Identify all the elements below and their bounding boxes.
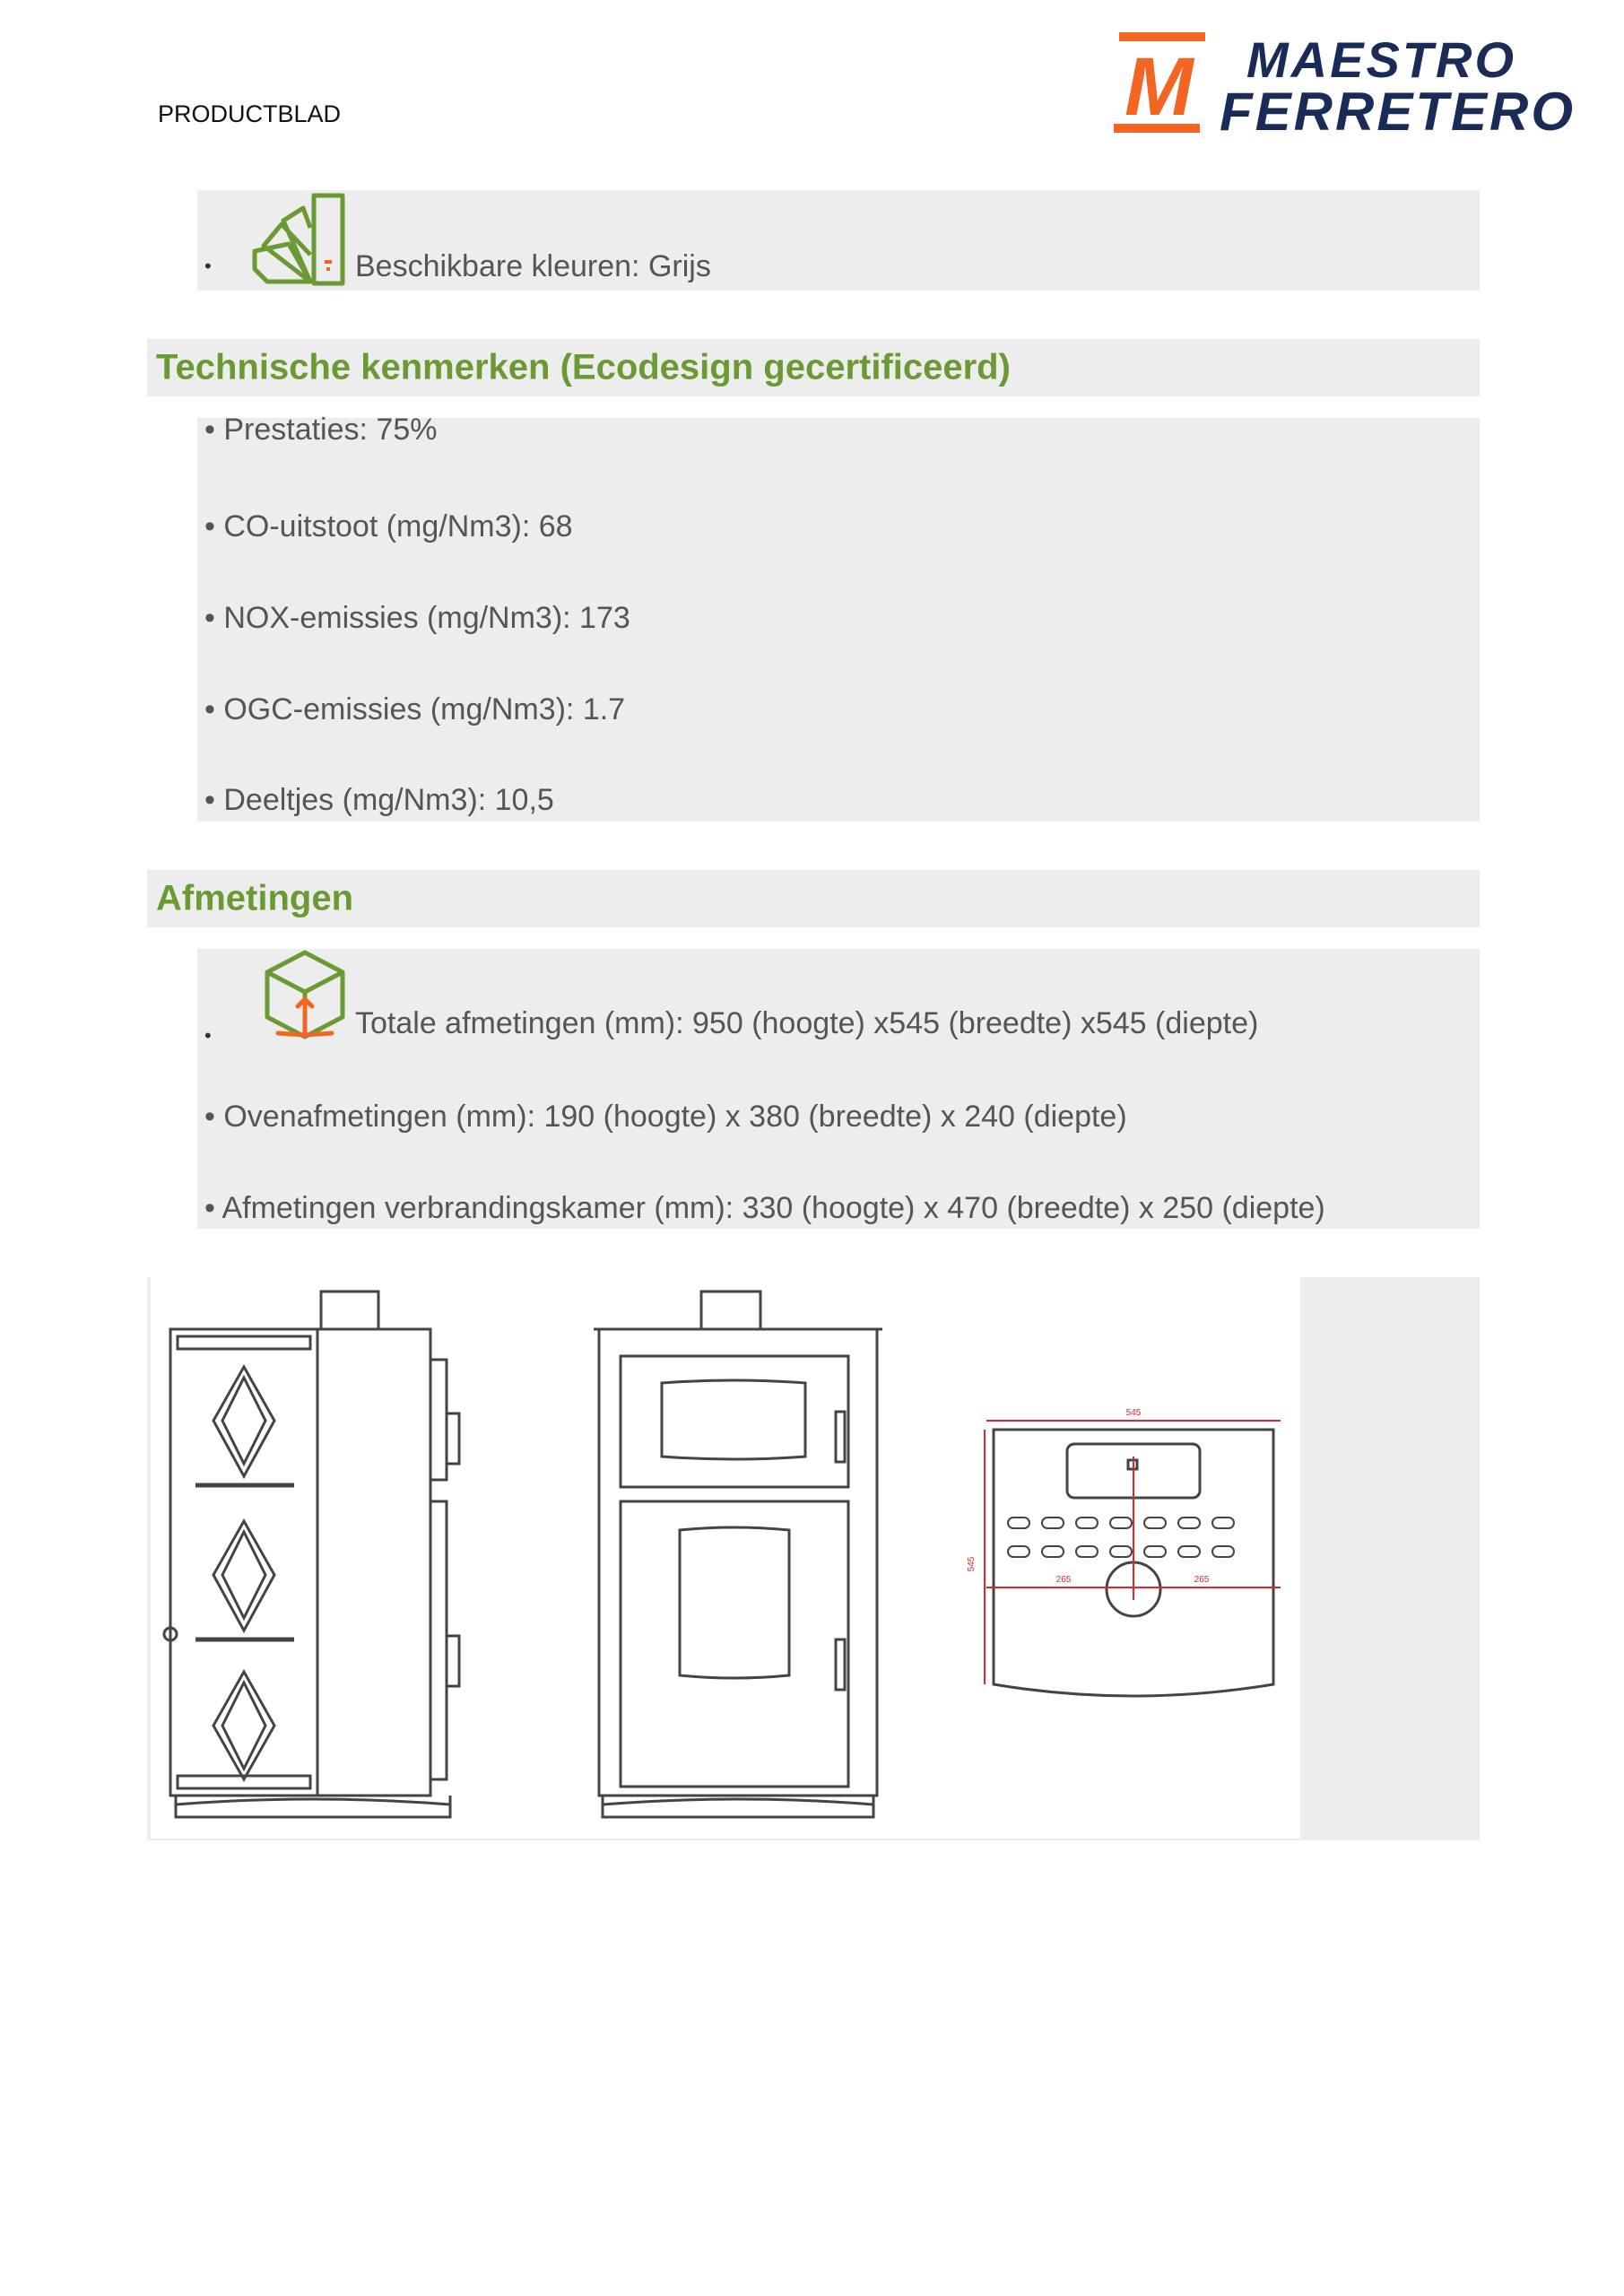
colors-text: Beschikbare kleuren: Grijs [355, 249, 711, 283]
tech-item-ogc: • OGC-emissies (mg/Nm3): 1.7 [204, 692, 626, 726]
dimensions-total-text: Totale afmetingen (mm): 950 (hoogte) x545 (breedte) x545 (diepte) [355, 1006, 1259, 1040]
page-header-label: PRODUCTBLAD [158, 100, 342, 127]
stove-front-view [594, 1292, 882, 1817]
bullet-dot: • [204, 255, 212, 277]
tech-item-nox: • NOX-emissies (mg/Nm3): 173 [204, 601, 630, 635]
dimension-label-left: 265 [1055, 1575, 1072, 1585]
bullet-dot: • [204, 1024, 212, 1047]
logo-m-icon [1112, 25, 1211, 142]
technical-title: Technische kenmerken (Ecodesign gecertificeerd) [156, 347, 1011, 387]
tech-item-co: • CO-uitstoot (mg/Nm3): 68 [204, 509, 573, 544]
dimension-label-width: 545 [1125, 1408, 1142, 1418]
brand-logo [1112, 25, 1576, 142]
dimensions-section-header [147, 870, 1480, 927]
dimension-label-right: 265 [1194, 1575, 1210, 1585]
tech-item-performance: • Prestaties: 75% [204, 413, 438, 447]
technical-section-header [147, 339, 1480, 396]
box-dimensions-icon [260, 949, 350, 1044]
dimensions-panel [197, 949, 1480, 1229]
svg-text:M: M [1125, 41, 1194, 133]
dimensions-item-combustion: • Afmetingen verbrandingskamer (mm): 330 (hoogte) x 470 (breedte) x 250 (diepte) [204, 1191, 1325, 1225]
technical-drawing [151, 1277, 1300, 1839]
stove-drawing [151, 1277, 1300, 1839]
palette-swatch-icon [251, 192, 350, 287]
dimension-label-depth: 545 [967, 1556, 977, 1572]
logo-line-1: MAESTRO [1246, 31, 1516, 88]
logo-line-2: FERRETERO [1220, 82, 1576, 142]
tech-item-particles: • Deeltjes (mg/Nm3): 10,5 [204, 783, 554, 817]
dimensions-item-oven: • Ovenafmetingen (mm): 190 (hoogte) x 380 (breedte) x 240 (diepte) [204, 1100, 1127, 1134]
stove-side-view [164, 1292, 459, 1817]
colors-panel [197, 190, 1480, 291]
dimensions-title: Afmetingen [156, 878, 353, 918]
